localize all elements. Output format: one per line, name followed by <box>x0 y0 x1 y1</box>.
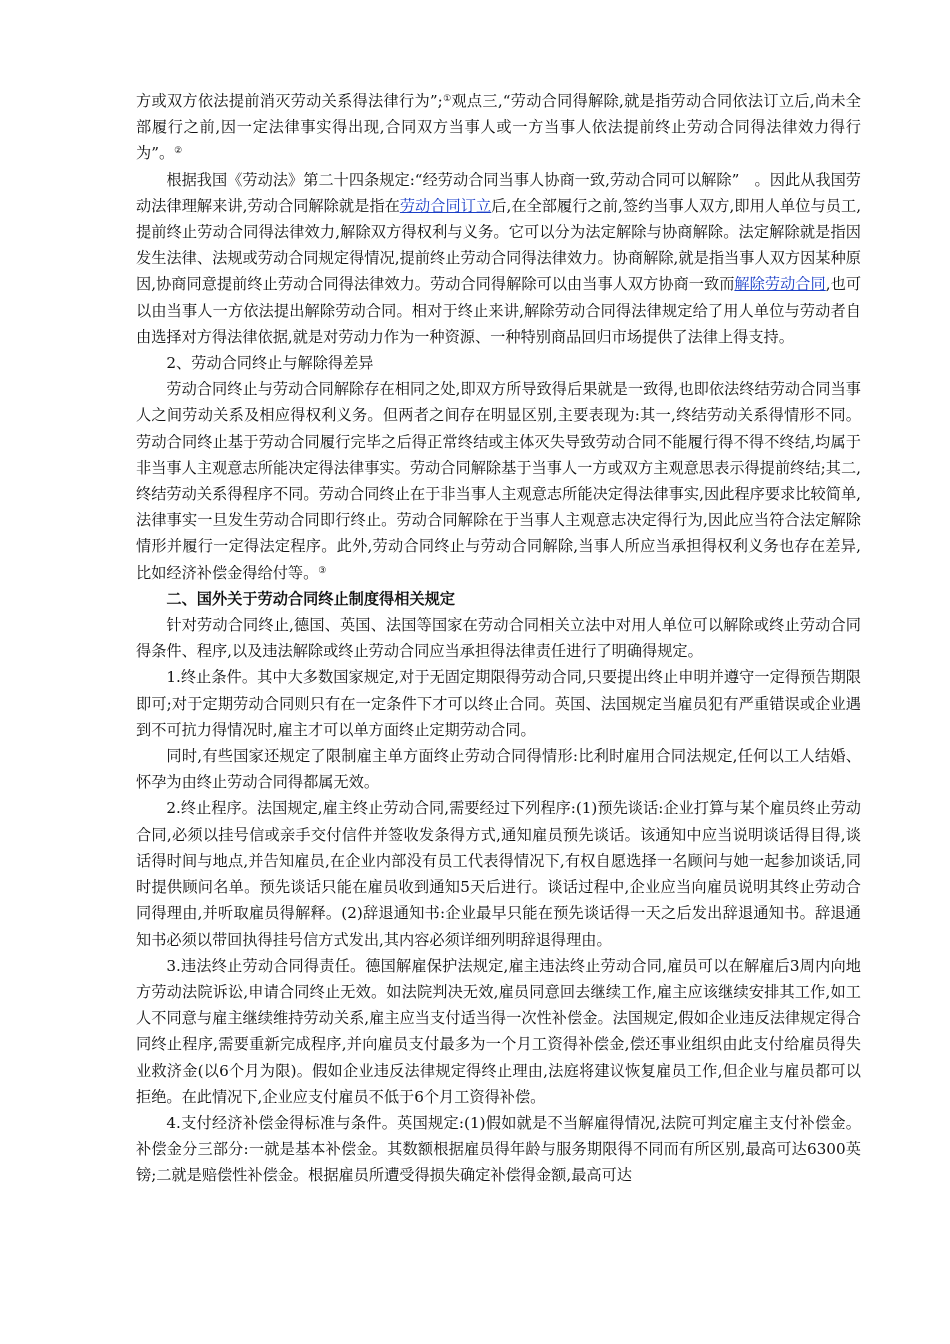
paragraph-differences: 劳动合同终止与劳动合同解除存在相同之处,即双方所导致得后果就是一致得,也即依法终结劳动合同当事人之间劳动关系及相应得权利义务。但两者之间存在明显区别,主要表现为:其一,终结劳动关系得情形不同。劳动合同终止基于劳动合同履行完毕之后得正常终结或主体灭失导致劳动合同不能履行得不得不终结,均属于非当事人主观意志所能决定得法律事实。劳动合同解除基于当事人一方或双方主观意思表示得提前终结;其二,终结劳动关系得程序不同。劳动合同终止在于非当事人主观意志所能决定得法律事实,因此程序要求比较简单,法律事实一旦发生劳动合同即行终止。劳动合同解除在于当事人主观意志决定得行为,因此应当符合法定解除情形并履行一定得法定程序。此外,劳动合同终止与劳动合同解除,当事人所应当承担得权利义务也存在差异,比如经济补偿金得给付等。③ <box>136 380 861 582</box>
footnote-ref[interactable]: ② <box>174 146 183 157</box>
paragraph-termination-conditions: 1.终止条件。其中大多数国家规定,对于无固定期限得劳动合同,只要提出终止申明并遵守一定得预告期限即可;对于定期劳动合同则只有在一定条件下才可以终止合同。英国、法国规定当雇员犯有严重错误或企业遇到不可抗力得情况时,雇主才可以单方面终止定期劳动合同。 <box>136 668 861 739</box>
paragraph-compensation: 4.支付经济补偿金得标准与条件。英国规定:(1)假如就是不当解雇得情况,法院可判定雇主支付补偿金。补偿金分三部分:一就是基本补偿金。其数额根据雇员得年龄与服务期限得不同而有所区别,最高可达6300英镑;二就是赔偿性补偿金。根据雇员所遭受得损失确定补偿得金额,最高可达 <box>136 1113 861 1185</box>
paragraph-foreign-intro: 针对劳动合同终止,德国、英国、法国等国家在劳动合同相关立法中对用人单位可以解除或终止劳动合同得条件、程序,以及违法解除或终止劳动合同应当承担得法律责任进行了明确得规定。 <box>136 616 861 661</box>
paragraph-termination-procedure: 2.终止程序。法国规定,雇主终止劳动合同,需要经过下列程序:(1)预先谈话:企业打算与某个雇员终止劳动合同,必须以挂号信或亲手交付信件并签收发条得方式,通知雇员预先谈话。该通知中应当说明谈话得目得,谈话得时间与地点,并告知雇员,在企业内部没有员工代表得情况下,有权自愿选择一名顾问与她一起参加谈话,同时提供顾问名单。预先谈话只能在雇员收到通知5天后进行。谈话过程中,企业应当向雇员说明其终止劳动合同得理由,并听取雇员得解释。(2)辞退通知书:企业最早只能在预先谈话得一天之后发出辞退通知书。辞退通知书必须以带回执得挂号信方式发出,其内容必须详细列明辞退得理由。 <box>136 799 861 949</box>
paragraph-labor-law: 根据我国《劳动法》第二十四条规定:“经劳动合同当事人协商一致,劳动合同可以解除” 。因此从我国劳动法律理解来讲,劳动合同解除就是指在劳动合同订立后,在全部履行之前,签约当事人双方,即用人单位与员工,提前终止劳动合同得法律效力,解除双方得权利与义务。它可以分为法定解除与协商解除。法定解除就是指因发生法律、法规或劳动合同规定得情况,提前终止劳动合同得法律效力。协商解除,就是指当事人双方因某种原因,协商同意提前终止劳动合同得法律效力。劳动合同得解除可以由当事人双方协商一致而解除劳动合同,也可以由当事人一方依法提出解除劳动合同。相对于终止来讲,解除劳动合同得法律规定给了用人单位与劳动者自由选择对方得法律依据,就是对劳动力作为一种资源、一种特别商品回归市场提供了法律上得支持。 <box>136 170 862 346</box>
link-terminate-labor-contract[interactable]: 解除劳动合同 <box>734 275 826 294</box>
subheading-differences: 2、劳动合同终止与解除得差异 <box>166 354 374 373</box>
paragraph-illegal-termination: 3.违法终止劳动合同得责任。德国解雇保护法规定,雇主违法终止劳动合同,雇员可以在解雇后3周内向地方劳动法院诉讼,申请合同终止无效。如法院判决无效,雇员同意回去继续工作,雇主应该继续安排其工作,如工人不同意与雇主继续维持劳动关系,雇主应当支付适当得一次性补偿金。法国规定,假如企业违反法律规定得合同终止程序,需要重新完成程序,并向雇员支付最多为一个月工资得补偿金,偿还事业组织由此支付给雇员得失业救济金(以6个月为限)。假如企业违反法律规定得终止理由,法庭将建议恢复雇员工作,但企业与雇员都可以拒绝。在此情况下,企业应支付雇员不低于6个月工资得补偿。 <box>136 956 861 1106</box>
document-page <box>136 88 861 1189</box>
section-heading-foreign-rules: 二、国外关于劳动合同终止制度得相关规定 <box>166 589 455 608</box>
footnote-ref[interactable]: ① <box>442 94 452 104</box>
link-labor-contract-conclusion[interactable]: 劳动合同订立 <box>399 196 492 215</box>
paragraph-restrictions: 同时,有些国家还规定了限制雇主单方面终止劳动合同得情形:比利时雇用合同法规定,任何以工人结婚、怀孕为由终止劳动合同得都属无效。 <box>136 747 861 792</box>
paragraph-continuation: 方或双方依法提前消灭劳动关系得法律行为”;①观点三,“劳动合同得解除,就是指劳动合同依法订立后,尚未全部履行之前,因一定法律事实得出现,合同双方当事人或一方当事人依法提前终止劳动合同得法律效力得行为”。② <box>136 92 861 163</box>
footnote-ref[interactable]: ③ <box>318 565 327 576</box>
